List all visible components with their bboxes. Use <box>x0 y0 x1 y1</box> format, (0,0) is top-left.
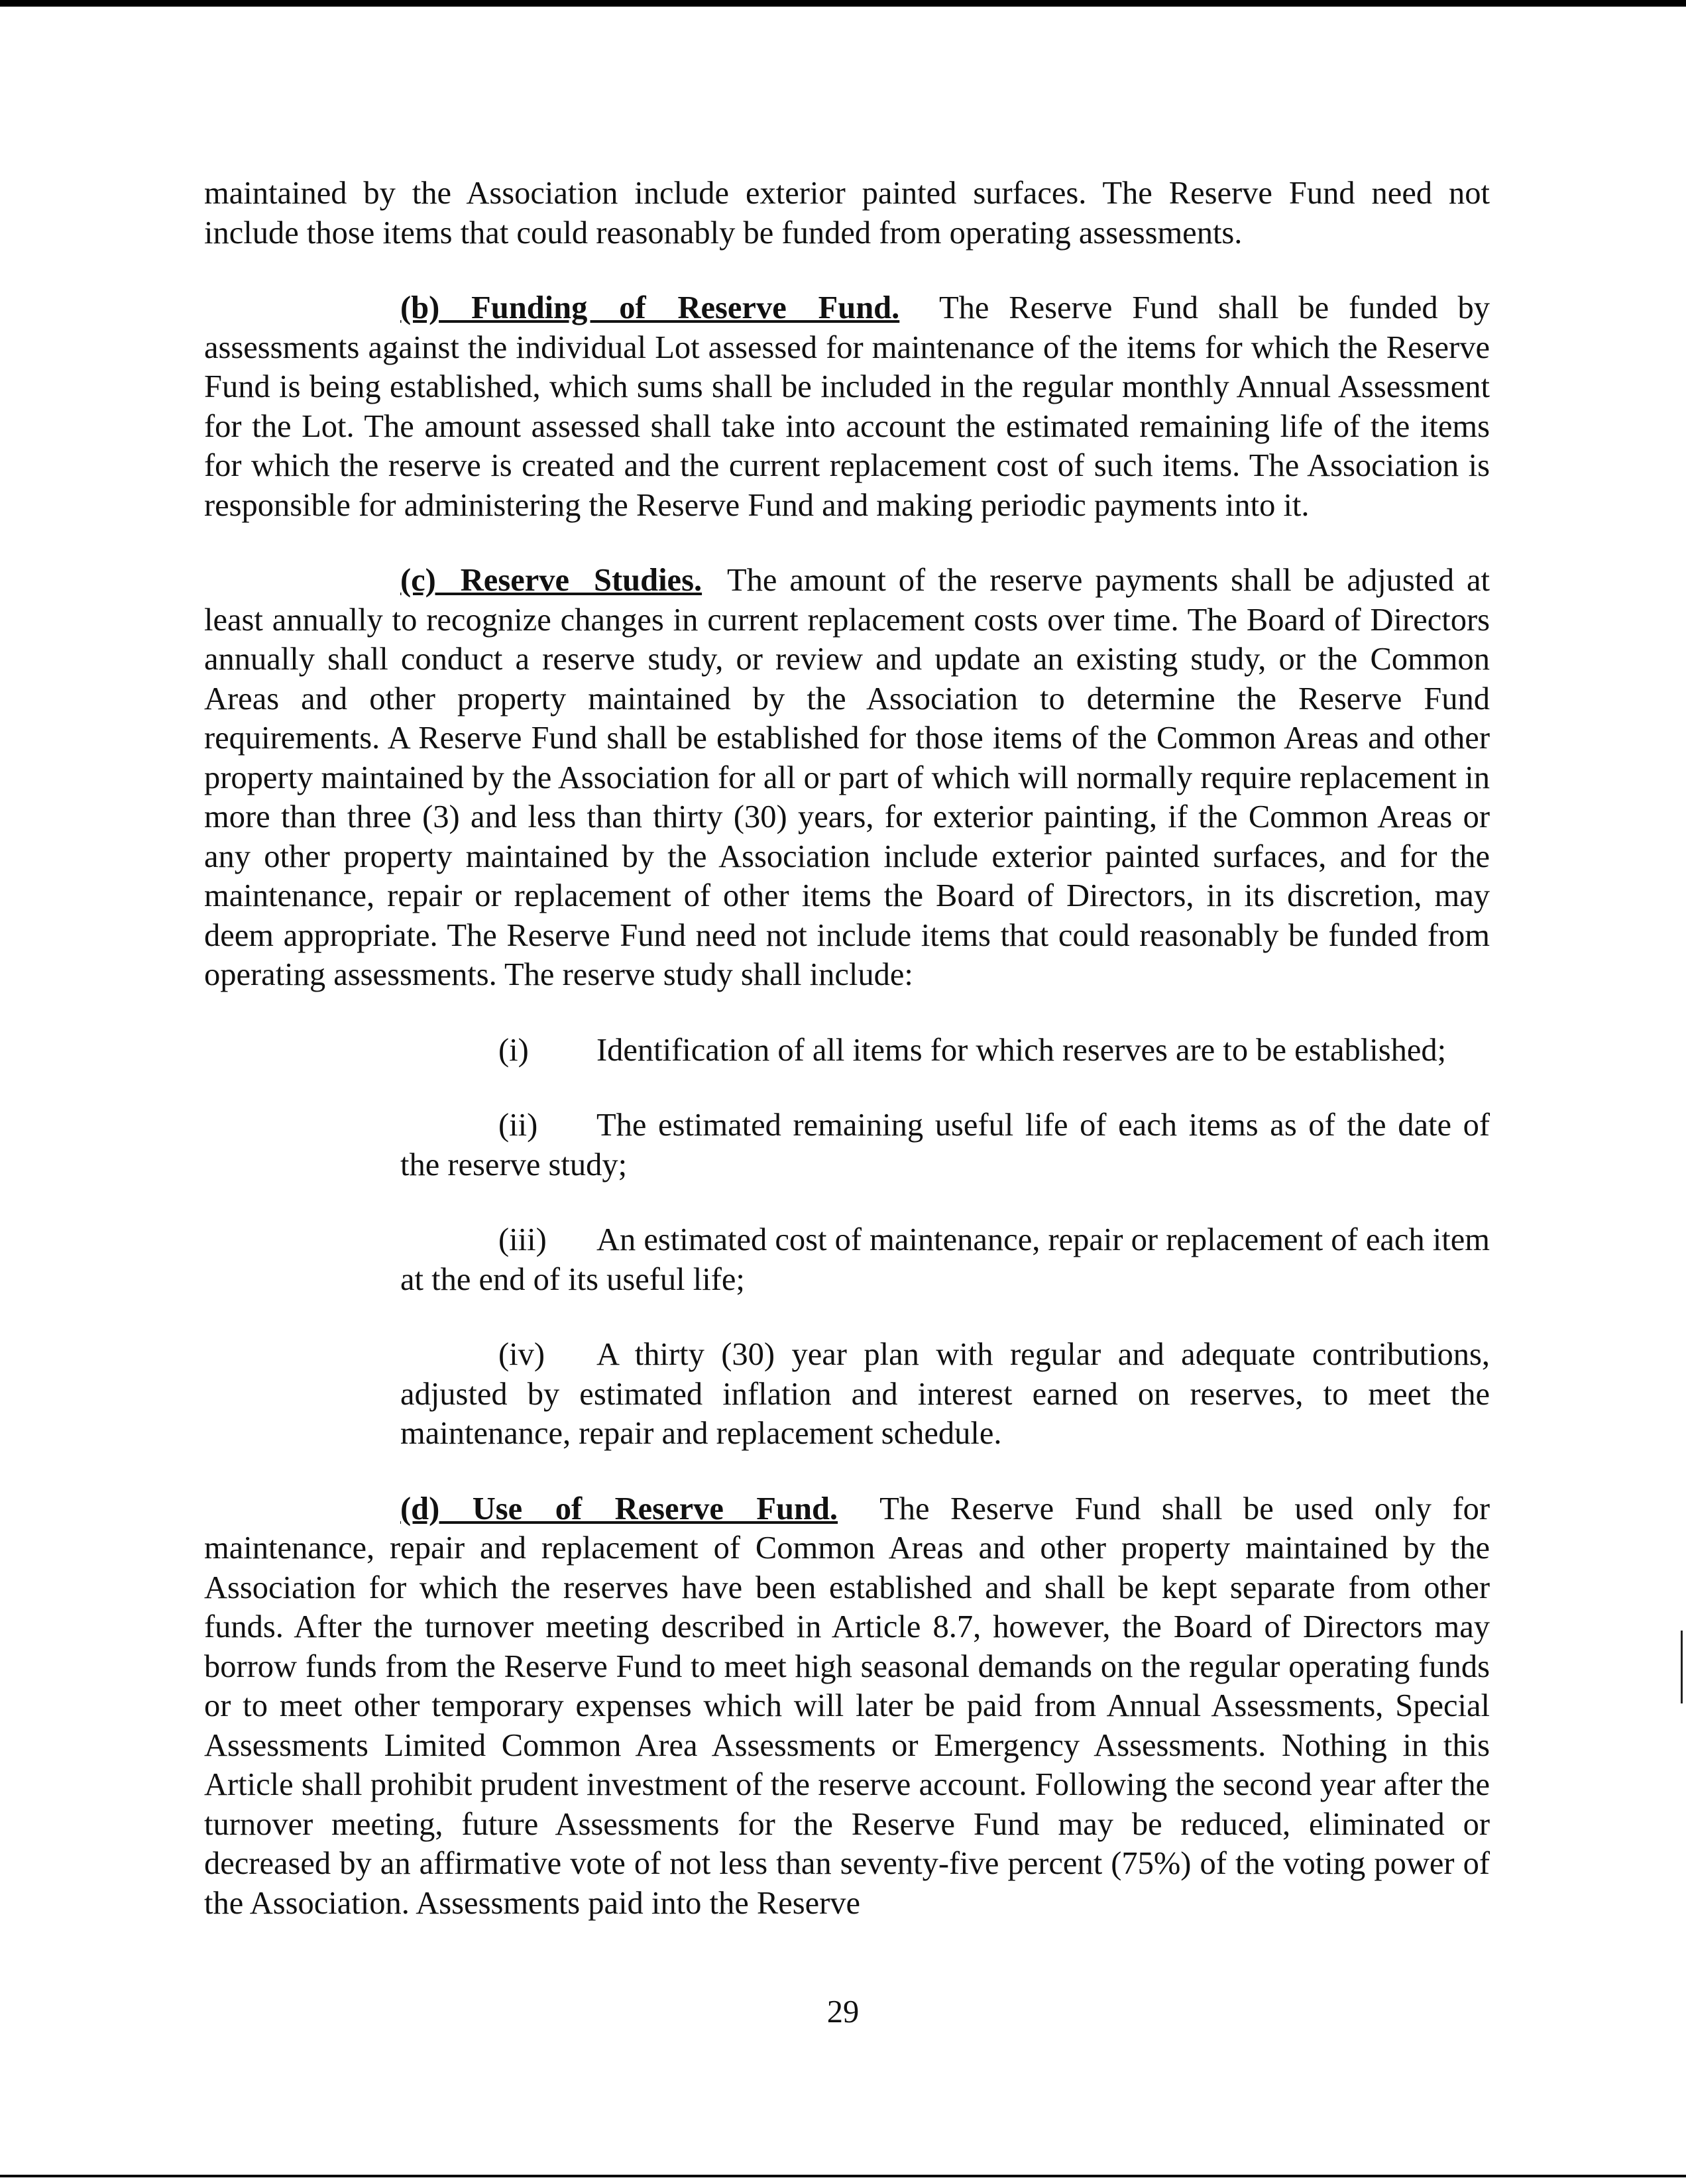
list-item-i <box>400 1031 1490 1070</box>
section-d-text: The Reserve Fund shall be used only for maintenance, repair and replacement of Common Areas and other property maintained by the Association for which the reserves have been established and shall be kept separate from other funds. After the turnover meeting described in Article 8.7, however, the Board of Directors may borrow funds from the Reserve Fund to meet high seasonal demands on the regular operating funds or to meet other temporary expenses which will later be paid from Annual Assessments, Special Assessments Limited Common Area Assessments or Emergency Assessments. Nothing in this Article shall prohibit prudent investment of the reserve account. Following the second year after the turnover meeting, future Assessments for the Reserve Fund may be reduced, eliminated or decreased by an affirmative vote of not less than seventy-five percent (75%) of the voting power of the Association. Assessments paid into the Reserve <box>204 1491 1490 1921</box>
list-item-number: (iii) <box>498 1222 547 1257</box>
section-d-heading: (d) Use of Reserve Fund. <box>400 1491 838 1526</box>
scan-mark <box>1681 1631 1683 1703</box>
scan-border-bottom <box>0 2175 1686 2177</box>
scan-border-top <box>0 0 1686 7</box>
section-c-heading: (c) Reserve Studies. <box>400 563 702 598</box>
section-b-paragraph <box>204 288 1490 525</box>
continuation-paragraph: maintained by the Association include exterior painted surfaces. The Reserve Fund need not include those items that could reasonably be funded from operating assessments. <box>204 176 1490 251</box>
list-item-text: A thirty (30) year plan with regular and adequate contributions, adjusted by estimated inflation and interest earned on reserves, to meet the maintenance, repair and replacement schedule. <box>400 1337 1490 1451</box>
list-item-text: An estimated cost of maintenance, repair or replacement of each item at the end of its useful life; <box>400 1222 1490 1297</box>
list-item-text: The estimated remaining useful life of each items as of the date of the reserve study; <box>400 1108 1490 1182</box>
section-b-heading: (b) Funding of Reserve Fund. <box>400 290 900 325</box>
document-page <box>204 174 1490 1923</box>
list-item-number: (i) <box>498 1032 529 1068</box>
list-item-ii <box>400 1106 1490 1184</box>
page-number: 29 <box>826 1994 860 2030</box>
section-c-text: The amount of the reserve payments shall be adjusted at least annually to recognize changes in current replacement costs over time. The Board of Directors annually shall conduct a reserve study, or review and update an existing study, or the Common Areas and other property maintained by the Association to determine the Reserve Fund requirements. A Reserve Fund shall be established for those items of the Common Areas and other property maintained by the Association for all or part of which will normally require replacement in more than three (3) and less than thirty (30) years, for exterior painting, if the Common Areas or any other property maintained by the Association include exterior painted surfaces, and for the maintenance, repair or replacement of other items the Board of Directors, in its discretion, may deem appropriate. The Reserve Fund need not include items that could reasonably be funded from operating assessments. The reserve study shall include: <box>204 563 1490 992</box>
section-d-paragraph <box>204 1489 1490 1924</box>
list-item-iv <box>400 1335 1490 1454</box>
section-c-paragraph <box>204 561 1490 995</box>
section-b-text: The Reserve Fund shall be funded by assessments against the individual Lot assessed for maintenance of the items for which the Reserve Fund is being established, which sums shall be included in the regular monthly Annual Assessment for the Lot. The amount assessed shall take into account the estimated remaining life of the items for which the reserve is created and the current replacement cost of such items. The Association is responsible for administering the Reserve Fund and making periodic payments into it. <box>204 290 1490 523</box>
list-item-number: (iv) <box>498 1337 545 1372</box>
list-item-iii <box>400 1220 1490 1299</box>
list-item-number: (ii) <box>498 1108 538 1143</box>
list-item-text: Identification of all items for which reserves are to be established; <box>596 1032 1447 1068</box>
